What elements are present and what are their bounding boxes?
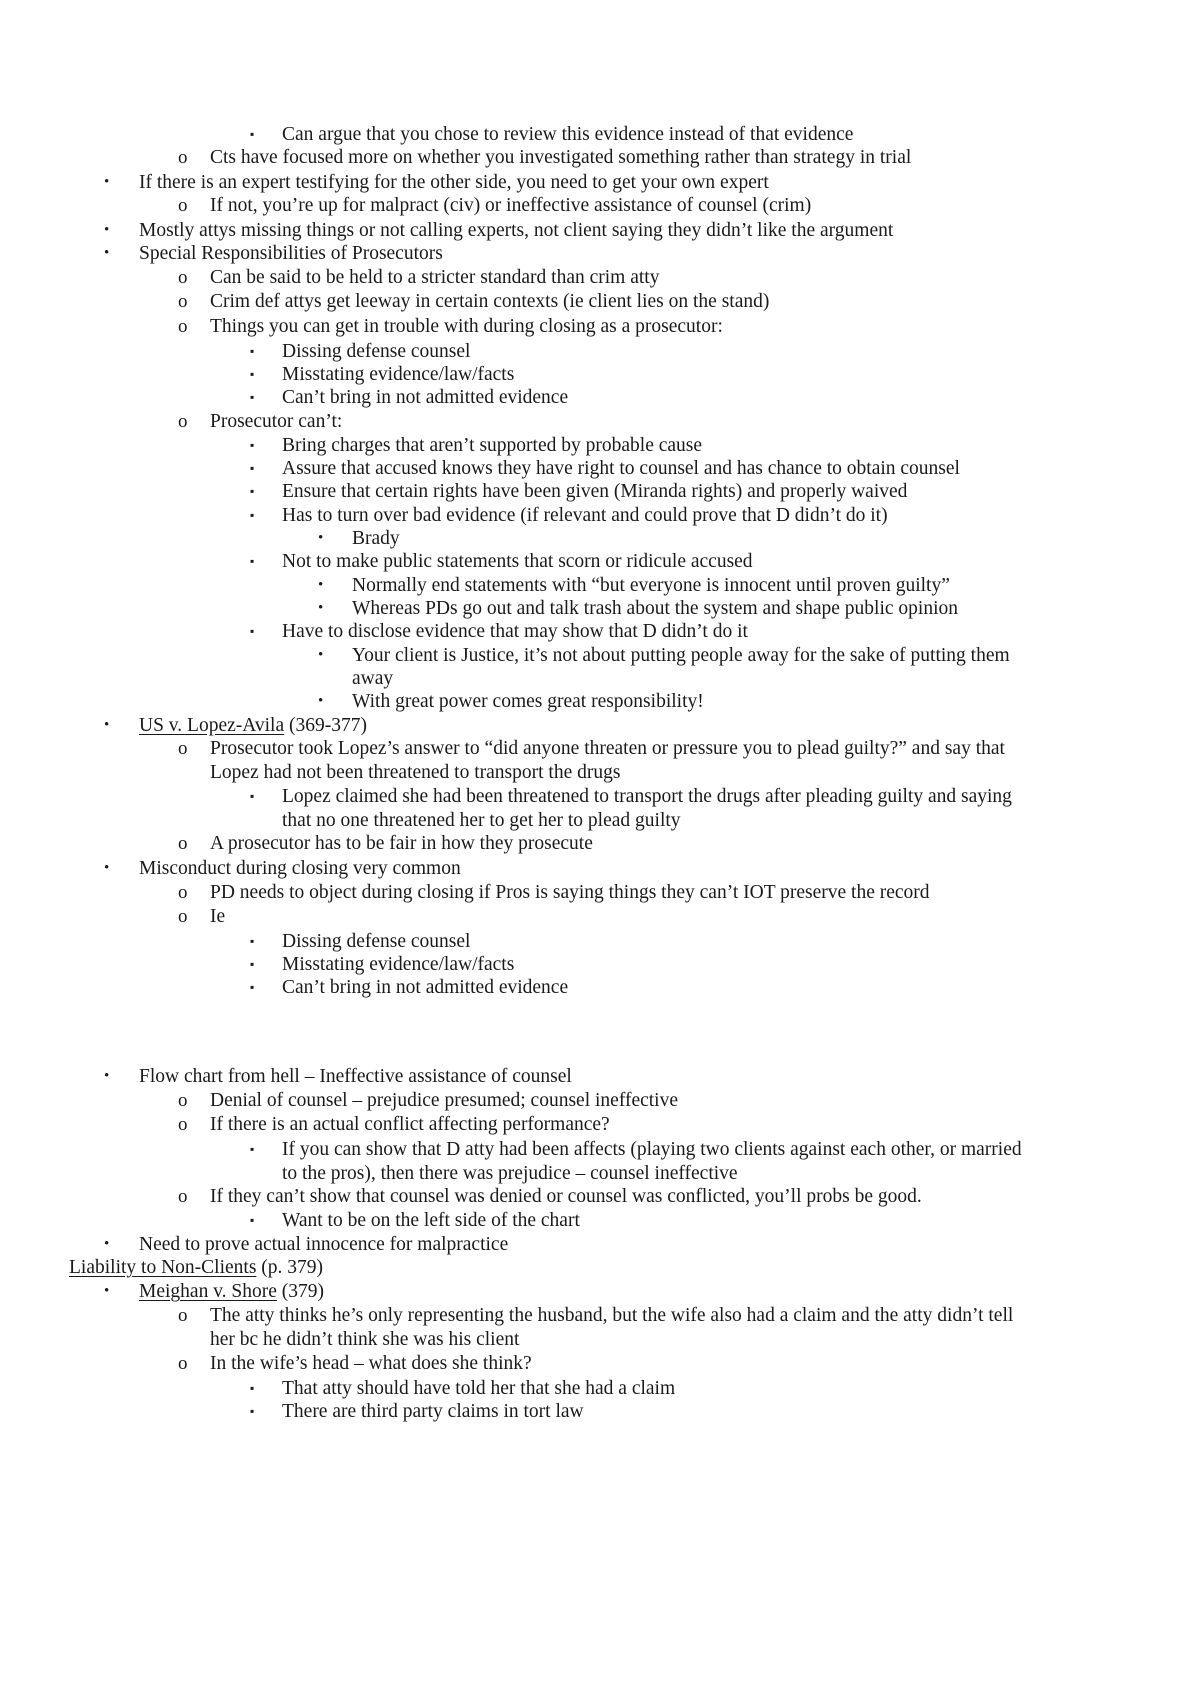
line-body: Want to be on the left side of the chart bbox=[282, 1210, 580, 1231]
line-text bbox=[210, 1351, 532, 1376]
outline-line bbox=[0, 145, 1200, 170]
outline-line bbox=[0, 314, 1200, 339]
bullet-marker: o bbox=[178, 1090, 188, 1111]
outline-line bbox=[0, 975, 1200, 1000]
line-body: Denial of counsel – prejudice presumed; counsel ineffective bbox=[210, 1090, 679, 1111]
bullet-marker: o bbox=[178, 411, 188, 432]
line-text bbox=[282, 362, 514, 387]
outline-line bbox=[0, 573, 1200, 598]
line-body: Misstating evidence/law/facts bbox=[282, 364, 515, 385]
outline-line bbox=[0, 289, 1200, 314]
line-body: to the pros), then there was prejudice – counsel ineffective bbox=[282, 1163, 738, 1184]
bullet-marker: ▪ bbox=[250, 554, 255, 568]
line-text bbox=[139, 1279, 324, 1304]
outline-line bbox=[0, 549, 1200, 574]
bullet-marker: ▪ bbox=[250, 344, 255, 358]
outline-line bbox=[0, 1279, 1200, 1304]
line-body: In the wife’s head – what does she think? bbox=[210, 1353, 532, 1374]
bullet-marker: • bbox=[104, 245, 110, 261]
bullet-marker: • bbox=[318, 693, 324, 709]
bullet-marker: o bbox=[178, 195, 188, 216]
line-body: Can’t bring in not admitted evidence bbox=[282, 387, 569, 408]
line-body: that no one threatened her to get her to plead guilty bbox=[282, 810, 681, 831]
line-text bbox=[210, 831, 593, 856]
line-text bbox=[210, 1088, 678, 1113]
outline-line bbox=[0, 1208, 1200, 1233]
line-text bbox=[210, 880, 930, 905]
outline-line bbox=[0, 433, 1200, 458]
bullet-marker: ▪ bbox=[250, 1213, 255, 1227]
line-text bbox=[139, 1064, 572, 1089]
line-body: Has to turn over bad evidence (if relevant and could prove that D didn’t do it) bbox=[282, 505, 888, 526]
bullet-marker: o bbox=[178, 291, 188, 312]
line-text bbox=[282, 385, 568, 410]
bullet-marker: o bbox=[178, 1305, 188, 1326]
bullet-marker: o bbox=[178, 267, 188, 288]
line-body: Normally end statements with “but everyone is innocent until proven guilty” bbox=[352, 575, 950, 596]
outline-line bbox=[0, 193, 1200, 218]
line-body: (379) bbox=[276, 1281, 325, 1302]
bullet-marker: ▪ bbox=[250, 127, 255, 141]
line-body: Bring charges that aren’t supported by probable cause bbox=[282, 435, 703, 456]
outline-line bbox=[0, 856, 1200, 881]
outline-line bbox=[0, 385, 1200, 410]
line-body: With great power comes great responsibility! bbox=[352, 691, 704, 712]
outline-line bbox=[0, 760, 1200, 785]
line-body: Need to prove actual innocence for malpractice bbox=[139, 1234, 509, 1255]
line-text bbox=[352, 666, 393, 691]
bullet-marker: • bbox=[104, 717, 110, 733]
outline-line bbox=[0, 241, 1200, 266]
bullet-marker: • bbox=[104, 860, 110, 876]
line-body: Dissing defense counsel bbox=[282, 341, 471, 362]
line-body: Ie bbox=[210, 906, 226, 927]
bullet-marker: ▪ bbox=[250, 508, 255, 522]
bullet-marker: ▪ bbox=[250, 1404, 255, 1418]
bullet-marker: ▪ bbox=[250, 484, 255, 498]
outline-line bbox=[0, 1327, 1200, 1352]
bullet-marker: ▪ bbox=[250, 980, 255, 994]
line-text bbox=[282, 549, 753, 574]
line-text bbox=[210, 736, 1005, 761]
line-body: Can be said to be held to a stricter standard than crim atty bbox=[210, 267, 660, 288]
line-text bbox=[69, 1255, 323, 1280]
line-body: Lopez claimed she had been threatened to transport the drugs after pleading guilty and saying bbox=[282, 786, 1012, 807]
outline-line bbox=[0, 1351, 1200, 1376]
line-body: Have to disclose evidence that may show that D didn’t do it bbox=[282, 621, 748, 642]
bullet-marker: ▪ bbox=[250, 957, 255, 971]
bullet-marker: • bbox=[104, 174, 110, 190]
line-body: Misstating evidence/law/facts bbox=[282, 954, 515, 975]
line-text bbox=[352, 526, 400, 551]
outline-line bbox=[0, 736, 1200, 761]
line-text bbox=[139, 856, 461, 881]
bullet-marker: • bbox=[318, 530, 324, 546]
line-body: If there is an expert testifying for the other side, you need to get your own expert bbox=[139, 172, 769, 193]
outline-line bbox=[0, 122, 1200, 147]
line-body: Crim def attys get leeway in certain contexts (ie client lies on the stand) bbox=[210, 291, 770, 312]
bullet-marker: o bbox=[178, 147, 188, 168]
line-body: PD needs to object during closing if Pros is saying things they can’t IOT preserve the record bbox=[210, 882, 930, 903]
bullet-marker: ▪ bbox=[250, 789, 255, 803]
line-body: Cts have focused more on whether you investigated something rather than strategy in trial bbox=[210, 147, 912, 168]
bullet-marker: o bbox=[178, 316, 188, 337]
line-body: The atty thinks he’s only representing the husband, but the wife also had a claim and the atty didn’t tell bbox=[210, 1305, 1014, 1326]
outline-line bbox=[0, 808, 1200, 833]
line-body: Prosecutor can’t: bbox=[210, 411, 343, 432]
line-body: A prosecutor has to be fair in how they prosecute bbox=[210, 833, 593, 854]
outline-line bbox=[0, 339, 1200, 364]
line-text bbox=[282, 1376, 675, 1401]
case-title: Meighan v. Shore bbox=[139, 1281, 277, 1302]
line-body: Ensure that certain rights have been given (Miranda rights) and properly waived bbox=[282, 481, 908, 502]
line-text bbox=[352, 573, 950, 598]
line-text bbox=[282, 784, 1012, 809]
bullet-marker: • bbox=[318, 600, 324, 616]
line-body: Dissing defense counsel bbox=[282, 931, 471, 952]
outline-line bbox=[0, 218, 1200, 243]
line-text bbox=[352, 643, 1010, 668]
outline-line bbox=[0, 784, 1200, 809]
outline-line bbox=[0, 1112, 1200, 1137]
outline-line bbox=[0, 1255, 1200, 1280]
bullet-marker: • bbox=[318, 577, 324, 593]
outline-line bbox=[0, 1232, 1200, 1257]
line-text bbox=[282, 456, 960, 481]
line-text bbox=[210, 314, 723, 339]
line-text bbox=[139, 1232, 508, 1257]
line-body: Prosecutor took Lopez’s answer to “did anyone threaten or pressure you to plead guilty?” and say that bbox=[210, 738, 1005, 759]
line-text bbox=[139, 713, 367, 738]
line-body: Your client is Justice, it’s not about putting people away for the sake of putting them bbox=[352, 645, 1010, 666]
outline-line bbox=[0, 1399, 1200, 1424]
line-body: Mostly attys missing things or not calling experts, not client saying they didn’t like the argument bbox=[139, 220, 894, 241]
outline-line bbox=[0, 456, 1200, 481]
line-text bbox=[282, 339, 470, 364]
outline-line bbox=[0, 713, 1200, 738]
line-body: away bbox=[352, 668, 394, 689]
line-text bbox=[282, 1399, 584, 1424]
bullet-marker: • bbox=[104, 222, 110, 238]
outline-line bbox=[0, 1184, 1200, 1209]
line-text bbox=[210, 193, 811, 218]
line-text bbox=[352, 689, 704, 714]
outline-line bbox=[0, 1376, 1200, 1401]
line-text bbox=[282, 122, 853, 147]
line-body: Things you can get in trouble with during closing as a prosecutor: bbox=[210, 316, 723, 337]
line-body: Misconduct during closing very common bbox=[139, 858, 461, 879]
line-body: Whereas PDs go out and talk trash about the system and shape public opinion bbox=[352, 598, 959, 619]
outline-line bbox=[0, 952, 1200, 977]
line-text bbox=[282, 619, 748, 644]
line-text bbox=[210, 289, 769, 314]
line-text bbox=[282, 503, 888, 528]
line-text bbox=[282, 1161, 738, 1186]
line-text bbox=[282, 952, 514, 977]
line-text bbox=[282, 1137, 1022, 1162]
line-text bbox=[210, 760, 620, 785]
outline-line bbox=[0, 1064, 1200, 1089]
bullet-marker: o bbox=[178, 1186, 188, 1207]
line-body: Flow chart from hell – Ineffective assistance of counsel bbox=[139, 1066, 572, 1087]
outline-line bbox=[0, 362, 1200, 387]
outline-line bbox=[0, 265, 1200, 290]
outline-line bbox=[0, 880, 1200, 905]
line-body: If they can’t show that counsel was denied or counsel was conflicted, you’ll probs be good. bbox=[210, 1186, 922, 1207]
line-body: That atty should have told her that she had a claim bbox=[282, 1378, 676, 1399]
bullet-marker: o bbox=[178, 1353, 188, 1374]
bullet-marker: ▪ bbox=[250, 624, 255, 638]
line-body: If there is an actual conflict affecting performance? bbox=[210, 1114, 610, 1135]
case-title: Liability to Non-Clients bbox=[69, 1257, 257, 1278]
line-text bbox=[282, 433, 702, 458]
line-text bbox=[139, 170, 769, 195]
line-body: (p. 379) bbox=[256, 1257, 324, 1278]
bullet-marker: o bbox=[178, 882, 188, 903]
line-text bbox=[282, 808, 681, 833]
outline-line bbox=[0, 596, 1200, 621]
line-text bbox=[210, 145, 911, 170]
outline-line bbox=[0, 526, 1200, 551]
outline-line bbox=[0, 1088, 1200, 1113]
line-body: (369-377) bbox=[284, 715, 367, 736]
line-text bbox=[282, 479, 907, 504]
outline-line bbox=[0, 1161, 1200, 1186]
line-body: If you can show that D atty had been affects (playing two clients against each other, or married bbox=[282, 1139, 1022, 1160]
outline-line bbox=[0, 689, 1200, 714]
line-body: Brady bbox=[352, 528, 400, 549]
line-text bbox=[139, 218, 893, 243]
bullet-marker: ▪ bbox=[250, 390, 255, 404]
line-text bbox=[210, 409, 342, 434]
bullet-marker: ▪ bbox=[250, 934, 255, 948]
line-text bbox=[210, 1112, 610, 1137]
outline-line bbox=[0, 643, 1200, 668]
bullet-marker: ▪ bbox=[250, 438, 255, 452]
line-body: Special Responsibilities of Prosecutors bbox=[139, 243, 443, 264]
bullet-marker: o bbox=[178, 833, 188, 854]
bullet-marker: ▪ bbox=[250, 367, 255, 381]
outline-line bbox=[0, 831, 1200, 856]
bullet-marker: ▪ bbox=[250, 1381, 255, 1395]
line-body: Lopez had not been threatened to transport the drugs bbox=[210, 762, 621, 783]
bullet-marker: • bbox=[104, 1283, 110, 1299]
outline-line bbox=[0, 479, 1200, 504]
bullet-marker: • bbox=[104, 1236, 110, 1252]
outline-line bbox=[0, 666, 1200, 691]
bullet-marker: • bbox=[104, 1068, 110, 1084]
line-text bbox=[282, 929, 470, 954]
bullet-marker: o bbox=[178, 1114, 188, 1135]
bullet-marker: o bbox=[178, 906, 188, 927]
line-body: There are third party claims in tort law bbox=[282, 1401, 584, 1422]
line-body: Assure that accused knows they have right to counsel and has chance to obtain counsel bbox=[282, 458, 960, 479]
bullet-marker: ▪ bbox=[250, 461, 255, 475]
outline-line bbox=[0, 1137, 1200, 1162]
line-text bbox=[139, 241, 443, 266]
line-text bbox=[210, 904, 225, 929]
line-text bbox=[282, 1208, 580, 1233]
line-body: Can argue that you chose to review this evidence instead of that evidence bbox=[282, 124, 854, 145]
bullet-marker: o bbox=[178, 738, 188, 759]
outline-line bbox=[0, 503, 1200, 528]
bullet-marker: ▪ bbox=[250, 1142, 255, 1156]
line-text bbox=[352, 596, 958, 621]
outline-line bbox=[0, 1303, 1200, 1328]
line-body: her bc he didn’t think she was his client bbox=[210, 1329, 520, 1350]
outline-line bbox=[0, 619, 1200, 644]
case-title: US v. Lopez-Avila bbox=[139, 715, 285, 736]
line-text bbox=[210, 265, 659, 290]
line-text bbox=[210, 1184, 922, 1209]
outline-line bbox=[0, 904, 1200, 929]
outline-line bbox=[0, 170, 1200, 195]
line-text bbox=[210, 1303, 1013, 1328]
line-body: Not to make public statements that scorn or ridicule accused bbox=[282, 551, 753, 572]
line-text bbox=[282, 975, 568, 1000]
line-text bbox=[210, 1327, 519, 1352]
line-body: Can’t bring in not admitted evidence bbox=[282, 977, 569, 998]
outline-line bbox=[0, 409, 1200, 434]
line-body: If not, you’re up for malpract (civ) or ineffective assistance of counsel (crim) bbox=[210, 195, 812, 216]
bullet-marker: • bbox=[318, 647, 324, 663]
outline-line bbox=[0, 929, 1200, 954]
